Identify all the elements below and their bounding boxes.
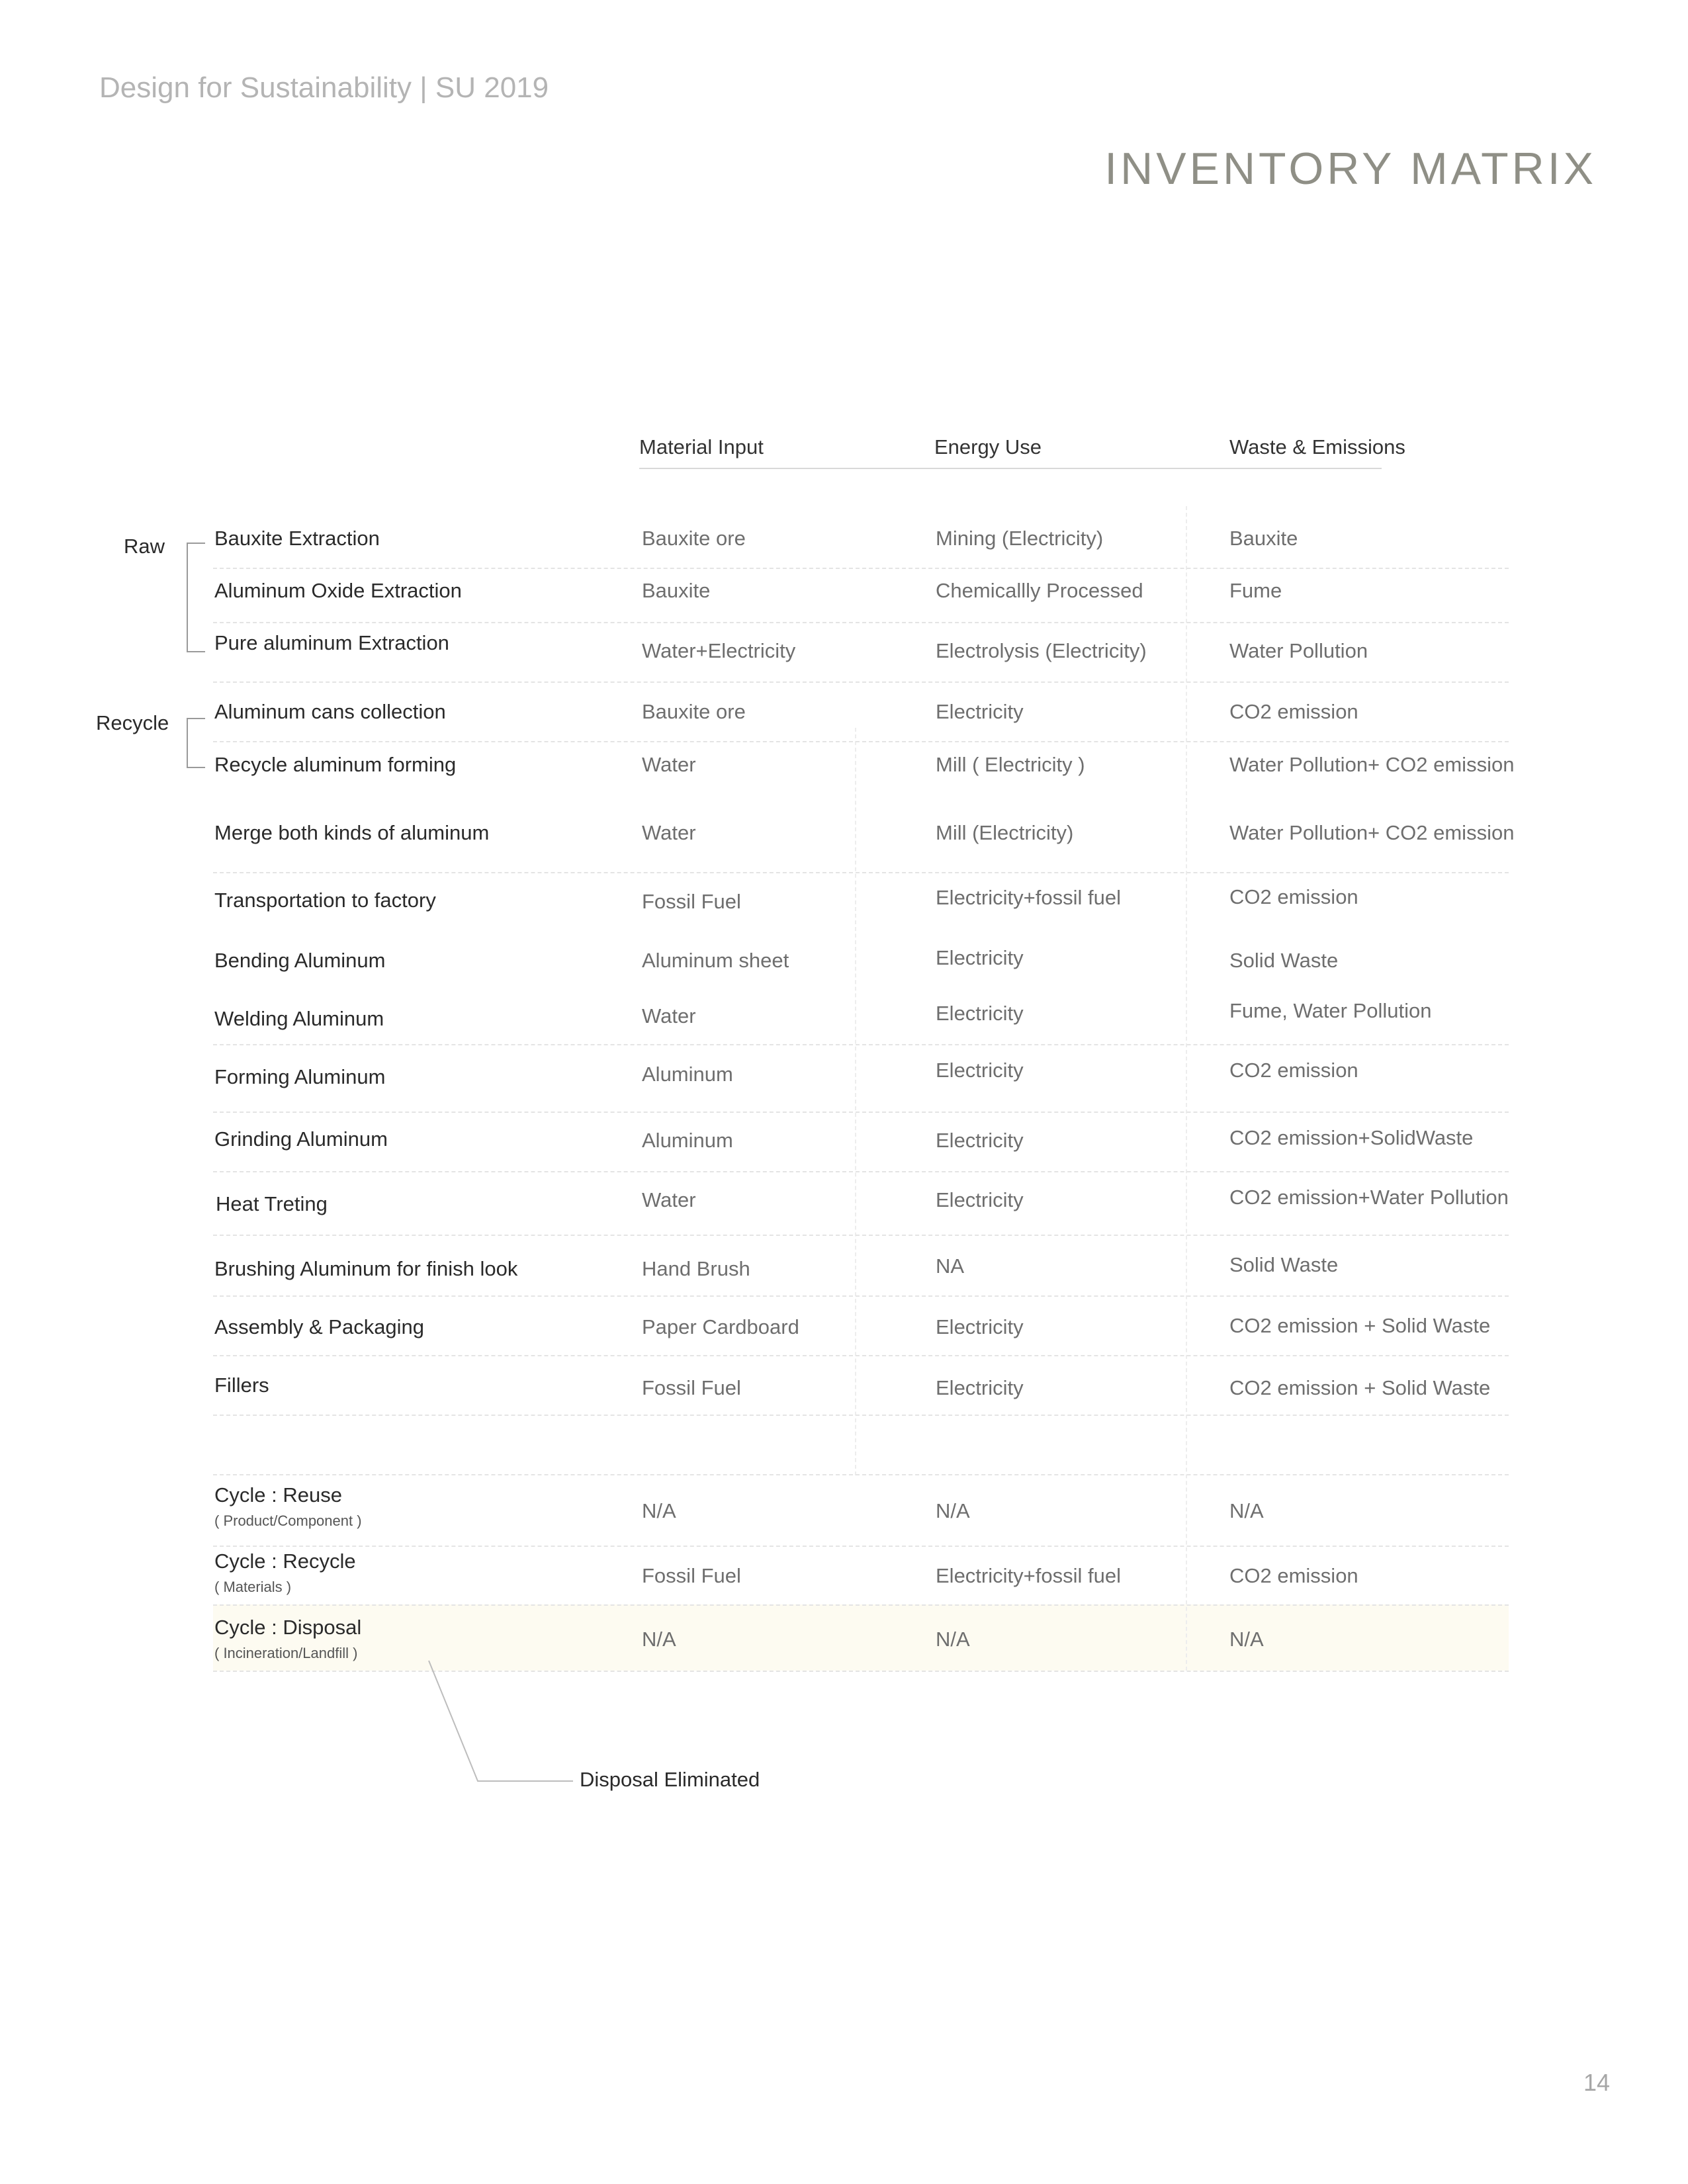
stage-label: Bauxite Extraction: [214, 527, 380, 550]
stage-label: Recycle aluminum forming: [214, 753, 457, 776]
stage-label: Heat Treting: [216, 1192, 328, 1215]
material-cell: Fossil Fuel: [642, 1376, 741, 1399]
energy-cell: Mill ( Electricity ): [936, 753, 1085, 776]
stage-label: Grinding Aluminum: [214, 1127, 388, 1151]
energy-cell: Electricity+fossil fuel: [936, 1564, 1121, 1587]
material-cell: Bauxite ore: [642, 527, 746, 550]
column-header-material: Material Input: [639, 435, 764, 459]
material-cell: Bauxite: [642, 579, 711, 602]
material-cell: Water: [642, 821, 696, 844]
waste-cell: Fume, Water Pollution: [1229, 999, 1432, 1022]
cycle-sublabel: ( Materials ): [214, 1579, 292, 1595]
waste-cell: CO2 emission+SolidWaste: [1229, 1126, 1474, 1149]
stage-label: Assembly & Packaging: [214, 1315, 425, 1338]
material-cell: Bauxite ore: [642, 700, 746, 723]
waste-cell: Water Pollution: [1229, 639, 1368, 662]
page-number: 14: [1583, 2069, 1610, 2096]
energy-cell: Electricity: [936, 700, 1024, 723]
column-header-energy: Energy Use: [934, 435, 1042, 459]
energy-cell: NA: [936, 1254, 965, 1278]
waste-cell: CO2 emission: [1229, 1059, 1358, 1082]
energy-cell: N/A: [936, 1499, 970, 1522]
waste-cell: Water Pollution+ CO2 emission: [1229, 753, 1515, 776]
energy-cell: Electricity: [936, 1059, 1024, 1082]
stage-label: Brushing Aluminum for finish look: [214, 1257, 518, 1280]
energy-cell: Mining (Electricity): [936, 527, 1104, 550]
energy-cell: Chemicallly Processed: [936, 579, 1143, 602]
waste-cell: N/A: [1229, 1499, 1264, 1522]
stage-label: Aluminum cans collection: [214, 700, 446, 723]
cycle-sublabel: ( Incineration/Landfill ): [214, 1645, 358, 1661]
energy-cell: Electricity+fossil fuel: [936, 886, 1121, 909]
material-cell: Water: [642, 753, 696, 776]
waste-cell: CO2 emission+Water Pollution: [1229, 1186, 1509, 1209]
energy-cell: Electricity: [936, 1315, 1024, 1338]
stage-label: Pure aluminum Extraction: [214, 631, 449, 654]
energy-cell: Electrolysis (Electricity): [936, 639, 1147, 662]
waste-cell: Solid Waste: [1229, 1253, 1339, 1276]
waste-cell: CO2 emission + Solid Waste: [1229, 1314, 1491, 1337]
stage-label: Welding Aluminum: [214, 1007, 384, 1030]
waste-cell: Bauxite: [1229, 527, 1298, 550]
course-header: Design for Sustainability | SU 2019: [99, 71, 549, 104]
cycle-label: Cycle : Reuse: [214, 1483, 342, 1507]
stage-label: Merge both kinds of aluminum: [214, 821, 490, 844]
material-cell: Aluminum: [642, 1129, 733, 1152]
stage-label: Aluminum Oxide Extraction: [214, 579, 462, 602]
cycle-label: Cycle : Recycle: [214, 1550, 356, 1573]
column-header-waste: Waste & Emissions: [1229, 435, 1405, 459]
cycle-label: Cycle : Disposal: [214, 1616, 362, 1639]
stage-label: Bending Aluminum: [214, 949, 386, 972]
waste-cell: Solid Waste: [1229, 949, 1339, 972]
disposal-callout: Disposal Eliminated: [580, 1768, 760, 1791]
material-cell: Water+Electricity: [642, 639, 796, 662]
material-cell: Paper Cardboard: [642, 1315, 799, 1338]
group-label-recycle: Recycle: [96, 711, 169, 734]
energy-cell: Mill (Electricity): [936, 821, 1074, 844]
waste-cell: Water Pollution+ CO2 emission: [1229, 821, 1515, 844]
material-cell: N/A: [642, 1499, 676, 1522]
energy-cell: Electricity: [936, 1188, 1024, 1211]
energy-cell: Electricity: [936, 1129, 1024, 1152]
waste-cell: Fume: [1229, 579, 1282, 602]
material-cell: Water: [642, 1188, 696, 1211]
group-label-raw: Raw: [124, 535, 165, 558]
waste-cell: CO2 emission + Solid Waste: [1229, 1376, 1491, 1399]
cycle-sublabel: ( Product/Component ): [214, 1512, 362, 1529]
stage-label: Forming Aluminum: [214, 1065, 386, 1088]
page-title: INVENTORY MATRIX: [1104, 144, 1597, 194]
waste-cell: CO2 emission: [1229, 885, 1358, 908]
material-cell: Aluminum sheet: [642, 949, 789, 972]
material-cell: N/A: [642, 1628, 676, 1651]
energy-cell: Electricity: [936, 946, 1024, 969]
material-cell: Water: [642, 1004, 696, 1027]
material-cell: Fossil Fuel: [642, 890, 741, 913]
waste-cell: N/A: [1229, 1628, 1264, 1651]
energy-cell: Electricity: [936, 1376, 1024, 1399]
stage-label: Fillers: [214, 1374, 269, 1397]
waste-cell: CO2 emission: [1229, 1564, 1358, 1587]
waste-cell: CO2 emission: [1229, 700, 1358, 723]
material-cell: Hand Brush: [642, 1257, 750, 1280]
stage-label: Transportation to factory: [214, 889, 436, 912]
material-cell: Aluminum: [642, 1063, 733, 1086]
material-cell: Fossil Fuel: [642, 1564, 741, 1587]
energy-cell: Electricity: [936, 1002, 1024, 1025]
energy-cell: N/A: [936, 1628, 970, 1651]
